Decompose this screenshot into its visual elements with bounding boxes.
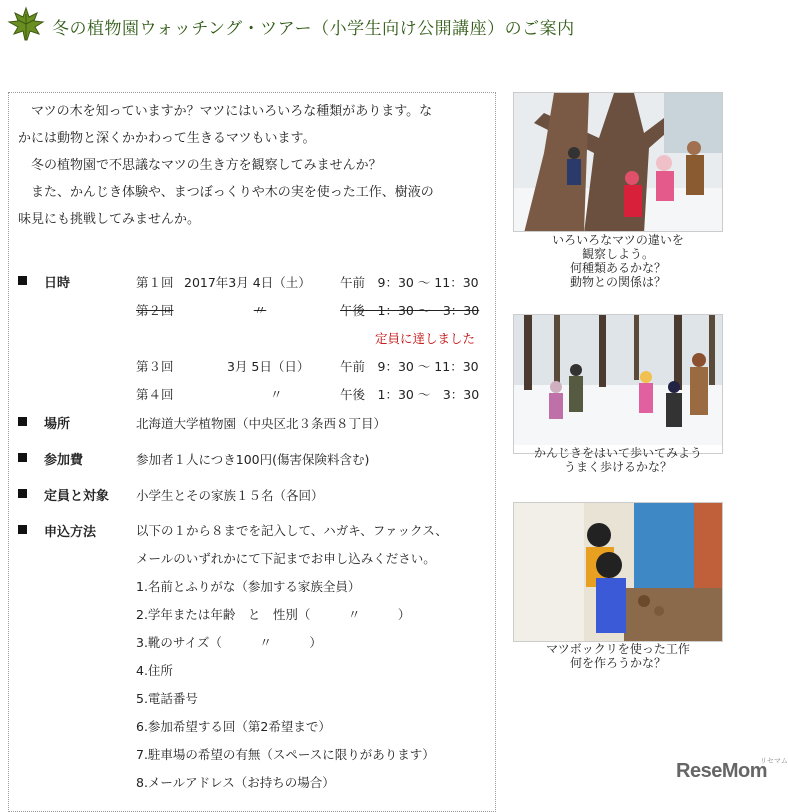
schedule-time: 午前 9：30 〜 11：30 [340,359,479,374]
caption-line: かんじきをはいて歩いてみよう [533,446,702,460]
caption-line: いろいろなマツの違いを [552,233,684,247]
apply-item: 5.電話番号 [136,691,198,706]
photo-snowshoe-walk [513,314,723,454]
full-notice: 定員に達しました [375,331,476,346]
fee-label: 参加費 [44,453,84,468]
bullet-square-icon [18,453,27,462]
apply-line: メールのいずれかにて下記までお申し込みください。 [136,551,436,566]
apply-item: 4.住所 [136,663,173,678]
caption-line: マツボックリを使った工作 [546,642,690,656]
page-title: 冬の植物園ウォッチング・ツアー（小学生向け公開講座）のご案内 [52,19,575,39]
schedule-label: 日時 [44,276,71,291]
schedule-date: 〃 [270,387,283,402]
apply-item: 8.メールアドレス（お持ちの場合） [136,775,335,790]
schedule-round: 第４回 [136,387,174,402]
caption-line: 動物との関係は？ [569,275,666,289]
intro-line: また、かんじき体験や、まつぼっくりや木の実を使った工作、樹液の [18,185,434,200]
apply-item: 1.名前とふりがな（参加する家族全員） [136,579,361,594]
caption-line: 観察しよう。 [581,247,654,261]
schedule-time: 午後 1：30 〜 3：30 [340,387,480,402]
intro-line: 冬の植物園で不思議なマツの生き方を観察してみませんか？ [18,158,382,173]
caption-line: 何を作ろうかな？ [569,656,666,670]
bullet-square-icon [18,417,27,426]
apply-item: 6.参加希望する回（第2希望まで） [136,719,331,734]
apply-line: 以下の１から８までを記入して、ハガキ、ファックス、 [136,523,448,538]
schedule-round: 第３回 [136,359,174,374]
schedule-date: 2017年3月 4日（土） [184,275,311,290]
schedule-round: 第１回 [136,275,174,290]
place-value: 北海道大学植物園（中央区北３条西８丁目） [136,416,387,431]
photo-caption [506,642,730,670]
bullet-square-icon [18,525,27,534]
apply-item: 2.学年または年齢 と 性別（ 〃 ） [136,607,411,622]
photo-pinecone-craft [513,502,723,642]
fee-value: 参加者１人につき100円(傷害保険料含む) [136,452,370,467]
resemom-logo: ReseMom [676,760,767,782]
intro-line: 味見にも挑戦してみませんか。 [18,212,201,227]
photo-caption [506,233,730,289]
schedule-time: 午後 1：30 〜 3：30 [340,303,480,318]
apply-item: 7.駐車場の希望の有無（スペースに限りがあります） [136,747,435,762]
schedule-time: 午前 9：30 〜 11：30 [340,275,479,290]
schedule-date: 〃 [253,303,267,318]
capacity-value: 小学生とその家族１５名（各回） [136,488,324,503]
schedule-date: 3月 5日（日） [227,359,310,374]
intro-line: マツの木を知っていますか？マツにはいろいろな種類があります。な [18,104,433,119]
capacity-label: 定員と対象 [44,489,110,504]
intro-line: かには動物と深くかかわって生きるマツもいます。 [18,131,316,146]
caption-line: うまく歩けるかな？ [563,460,672,474]
photo-pine-observation [513,92,723,232]
apply-label: 申込方法 [44,525,97,540]
place-label: 場所 [44,417,71,432]
bullet-square-icon [18,489,27,498]
maple-leaf-icon [6,6,46,42]
bullet-square-icon [18,276,27,285]
caption-line: 何種類あるかな？ [569,261,666,275]
schedule-round: 第２回 [136,303,174,318]
resemom-logo-ruby: リセマム [760,757,788,765]
photo-caption [506,446,730,474]
apply-item: 3.靴のサイズ（ 〃 ） [136,635,322,650]
